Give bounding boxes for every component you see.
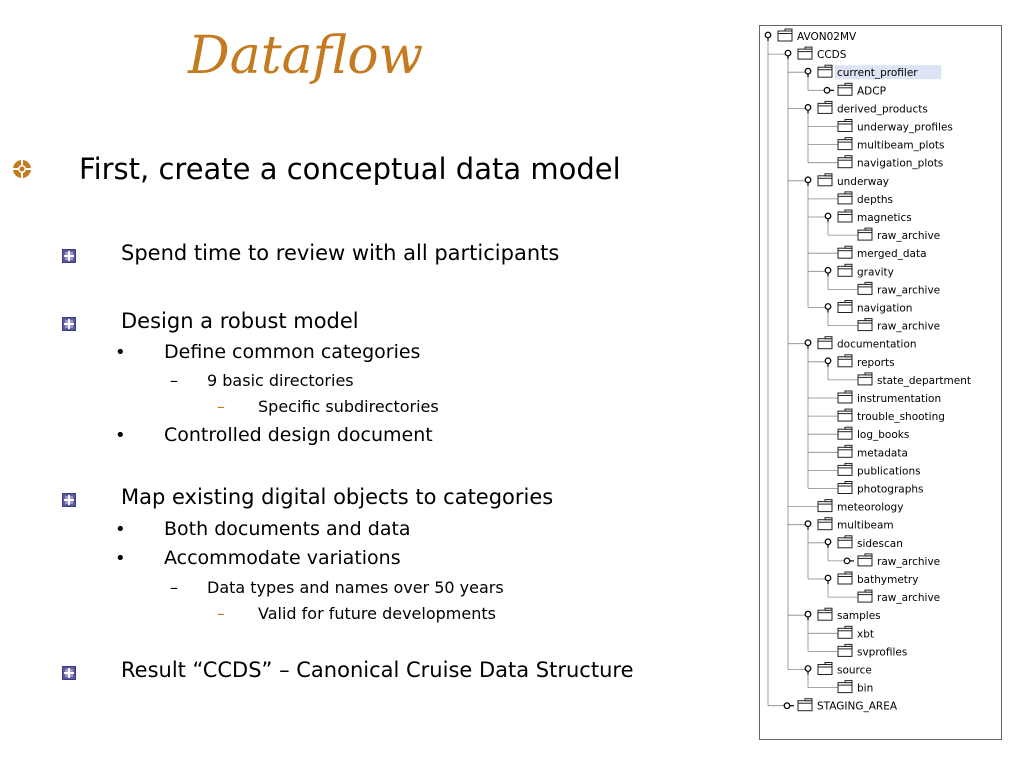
folder-icon (858, 319, 872, 331)
directory-tree[interactable] (760, 26, 1003, 741)
folder-icon (838, 644, 852, 656)
folder-icon (858, 228, 872, 240)
tree-node[interactable] (838, 391, 941, 405)
slide-title: Dataflow (188, 26, 424, 86)
folder-icon (818, 608, 832, 620)
folder-icon (858, 554, 872, 566)
tree-node[interactable] (805, 65, 941, 79)
dot-bullet: • (115, 342, 126, 363)
tree-node[interactable] (805, 174, 889, 188)
tree-node[interactable] (858, 319, 940, 333)
tree-node[interactable] (838, 120, 953, 134)
tree-node-label[interactable]: raw_archive (877, 230, 941, 243)
square-bullet-icon (62, 493, 76, 507)
tree-node-label[interactable]: multibeam_plots (857, 139, 945, 152)
expanded-handle-icon[interactable] (825, 213, 831, 222)
tree-node-label[interactable]: derived_products (837, 103, 928, 116)
tree-node[interactable] (838, 246, 927, 260)
bullet-design-model: Design a robust model (121, 309, 359, 333)
tree-node-label[interactable]: raw_archive (877, 592, 941, 605)
tree-node-label[interactable]: xbt (857, 628, 874, 641)
tree-node[interactable] (838, 445, 908, 459)
bullet-data-types: Data types and names over 50 years (207, 578, 504, 597)
tree-node[interactable] (838, 681, 873, 695)
tree-node-label[interactable]: reports (857, 356, 895, 369)
square-bullet-icon (62, 666, 76, 680)
tree-node[interactable] (784, 699, 898, 713)
tree-node-label[interactable]: metadata (857, 447, 908, 460)
expanded-handle-icon[interactable] (805, 666, 811, 675)
expanded-handle-icon[interactable] (825, 268, 831, 277)
folder-icon (838, 138, 852, 150)
folder-icon (838, 681, 852, 693)
folder-icon (838, 572, 852, 584)
expanded-handle-icon[interactable] (825, 539, 831, 548)
collapsed-handle-icon[interactable] (824, 88, 834, 94)
tree-node[interactable] (818, 500, 903, 514)
folder-icon (858, 590, 872, 602)
bullet-future: Valid for future developments (258, 604, 496, 623)
tree-node[interactable] (838, 626, 874, 640)
folder-icon (838, 120, 852, 132)
dash-bullet: – (217, 604, 225, 623)
folder-icon (818, 500, 832, 512)
tree-node-label[interactable]: magnetics (857, 212, 912, 224)
expanded-handle-icon[interactable] (805, 68, 811, 77)
tree-node[interactable] (858, 590, 940, 604)
tree-node[interactable] (805, 608, 880, 622)
tree-node[interactable] (825, 355, 894, 369)
tree-node-label[interactable]: current_profiler (837, 67, 918, 80)
tree-node-label[interactable]: publications (857, 465, 921, 478)
expanded-handle-icon[interactable] (785, 50, 791, 59)
bullet-basic-directories: 9 basic directories (207, 371, 354, 390)
tree-node[interactable] (838, 409, 945, 423)
bullet-documents-data: Both documents and data (164, 518, 411, 540)
tree-node[interactable] (838, 482, 924, 496)
bullet-design-document: Controlled design document (164, 424, 433, 446)
tree-node[interactable] (858, 373, 971, 387)
expanded-handle-icon[interactable] (825, 358, 831, 367)
tree-node-label[interactable]: underway_profiles (857, 121, 953, 134)
orange-circle-bullet-icon (11, 158, 33, 180)
folder-icon (838, 409, 852, 421)
tree-node-label[interactable]: bin (857, 682, 874, 695)
tree-node-label[interactable]: STAGING_AREA (817, 700, 898, 713)
folder-icon (858, 282, 872, 294)
expanded-handle-icon[interactable] (805, 105, 811, 114)
tree-node-label[interactable]: AVON02MV (797, 31, 857, 43)
bullet-subdirectories: Specific subdirectories (258, 397, 439, 416)
expanded-handle-icon[interactable] (765, 32, 771, 41)
folder-icon (838, 156, 852, 168)
tree-node-label[interactable]: multibeam (837, 519, 894, 532)
tree-node[interactable] (765, 29, 857, 43)
folder-icon (838, 83, 852, 95)
folder-icon (838, 355, 852, 367)
folder-icon (838, 301, 852, 313)
tree-node-label[interactable]: merged_data (857, 248, 927, 261)
bullet-result-ccds: Result “CCDS” – Canonical Cruise Data Structure (121, 658, 634, 682)
tree-node-label[interactable]: navigation_plots (857, 157, 944, 170)
tree-node[interactable] (825, 572, 918, 586)
tree-node-label[interactable]: ADCP (857, 85, 886, 98)
folder-icon (838, 210, 852, 222)
dash-bullet: – (170, 578, 178, 597)
tree-node-label[interactable]: photographs (857, 483, 924, 496)
tree-node-label[interactable]: state_department (877, 374, 971, 387)
tree-node-label[interactable]: meteorology (837, 501, 904, 514)
tree-node-label[interactable]: documentation (837, 338, 917, 351)
dot-bullet: • (115, 425, 126, 446)
square-bullet-icon (62, 249, 76, 263)
expanded-handle-icon[interactable] (825, 575, 831, 584)
collapsed-handle-icon[interactable] (844, 558, 854, 564)
expanded-handle-icon[interactable] (805, 521, 811, 530)
dot-bullet: • (115, 548, 126, 569)
tree-node-label[interactable]: gravity (857, 266, 894, 279)
tree-node[interactable] (838, 156, 943, 170)
folder-icon (838, 445, 852, 457)
tree-node-label[interactable]: samples (837, 610, 881, 623)
tree-node[interactable] (838, 463, 921, 477)
folder-icon (838, 264, 852, 276)
folder-icon (818, 174, 832, 186)
tree-node[interactable] (785, 47, 847, 61)
tree-node[interactable] (805, 337, 916, 351)
tree-node-label[interactable]: raw_archive (877, 284, 941, 297)
bullet-review: Spend time to review with all participants (121, 241, 560, 265)
tree-node[interactable] (838, 138, 944, 152)
tree-node-label[interactable]: navigation (857, 302, 913, 315)
dot-bullet: • (115, 519, 126, 540)
tree-node[interactable] (838, 192, 893, 206)
tree-node-label[interactable]: sidescan (857, 537, 903, 550)
tree-node[interactable] (844, 554, 940, 568)
tree-node-label[interactable]: underway (837, 175, 889, 188)
tree-node[interactable] (805, 518, 893, 532)
tree-node-label[interactable]: instrumentation (857, 393, 942, 405)
folder-icon (858, 373, 872, 385)
folder-icon (818, 101, 832, 113)
folder-icon (838, 463, 852, 475)
tree-node[interactable] (805, 663, 872, 677)
dash-bullet: – (170, 371, 178, 390)
folder-icon (838, 391, 852, 403)
dash-bullet: – (217, 397, 225, 416)
bullet-variations: Accommodate variations (164, 547, 401, 569)
tree-node-label[interactable]: bathymetry (857, 574, 919, 586)
bullet-map-objects: Map existing digital objects to categories (121, 485, 554, 509)
tree-node-label[interactable]: trouble_shooting (857, 411, 945, 424)
tree-node[interactable] (805, 101, 928, 115)
tree-node[interactable] (858, 228, 940, 242)
expanded-handle-icon[interactable] (805, 611, 811, 620)
tree-node[interactable] (825, 264, 894, 278)
folder-icon (798, 699, 812, 711)
tree-node-label[interactable]: raw_archive (877, 320, 941, 333)
folder-icon (818, 663, 832, 675)
tree-node[interactable] (825, 536, 903, 550)
tree-node[interactable] (838, 644, 907, 658)
folder-icon (838, 192, 852, 204)
folder-icon (838, 246, 852, 258)
folder-icon (838, 427, 852, 439)
folder-icon (818, 65, 832, 77)
tree-node[interactable] (824, 83, 886, 97)
directory-tree-panel[interactable] (759, 25, 1002, 740)
collapsed-handle-icon[interactable] (784, 703, 794, 709)
expanded-handle-icon[interactable] (825, 304, 831, 313)
tree-node-label[interactable]: svprofiles (857, 646, 908, 659)
folder-icon (818, 337, 832, 349)
folder-icon (798, 47, 812, 59)
tree-node[interactable] (825, 210, 912, 224)
folder-icon (838, 626, 852, 638)
tree-node[interactable] (838, 427, 909, 441)
folder-icon (838, 482, 852, 494)
expanded-handle-icon[interactable] (805, 177, 811, 186)
tree-node-label[interactable]: log_books (857, 429, 910, 442)
tree-node-label[interactable]: CCDS (817, 49, 847, 62)
tree-node-label[interactable]: source (837, 664, 872, 677)
expanded-handle-icon[interactable] (805, 340, 811, 349)
folder-icon (778, 29, 792, 41)
bullet-common-categories: Define common categories (164, 341, 421, 363)
tree-node-label[interactable]: raw_archive (877, 555, 941, 568)
main-point: First, create a conceptual data model (79, 152, 621, 186)
folder-icon (838, 536, 852, 548)
folder-icon (818, 518, 832, 530)
tree-node-label[interactable]: depths (857, 193, 894, 206)
tree-node[interactable] (858, 282, 940, 296)
tree-node[interactable] (825, 301, 912, 315)
square-bullet-icon (62, 317, 76, 331)
